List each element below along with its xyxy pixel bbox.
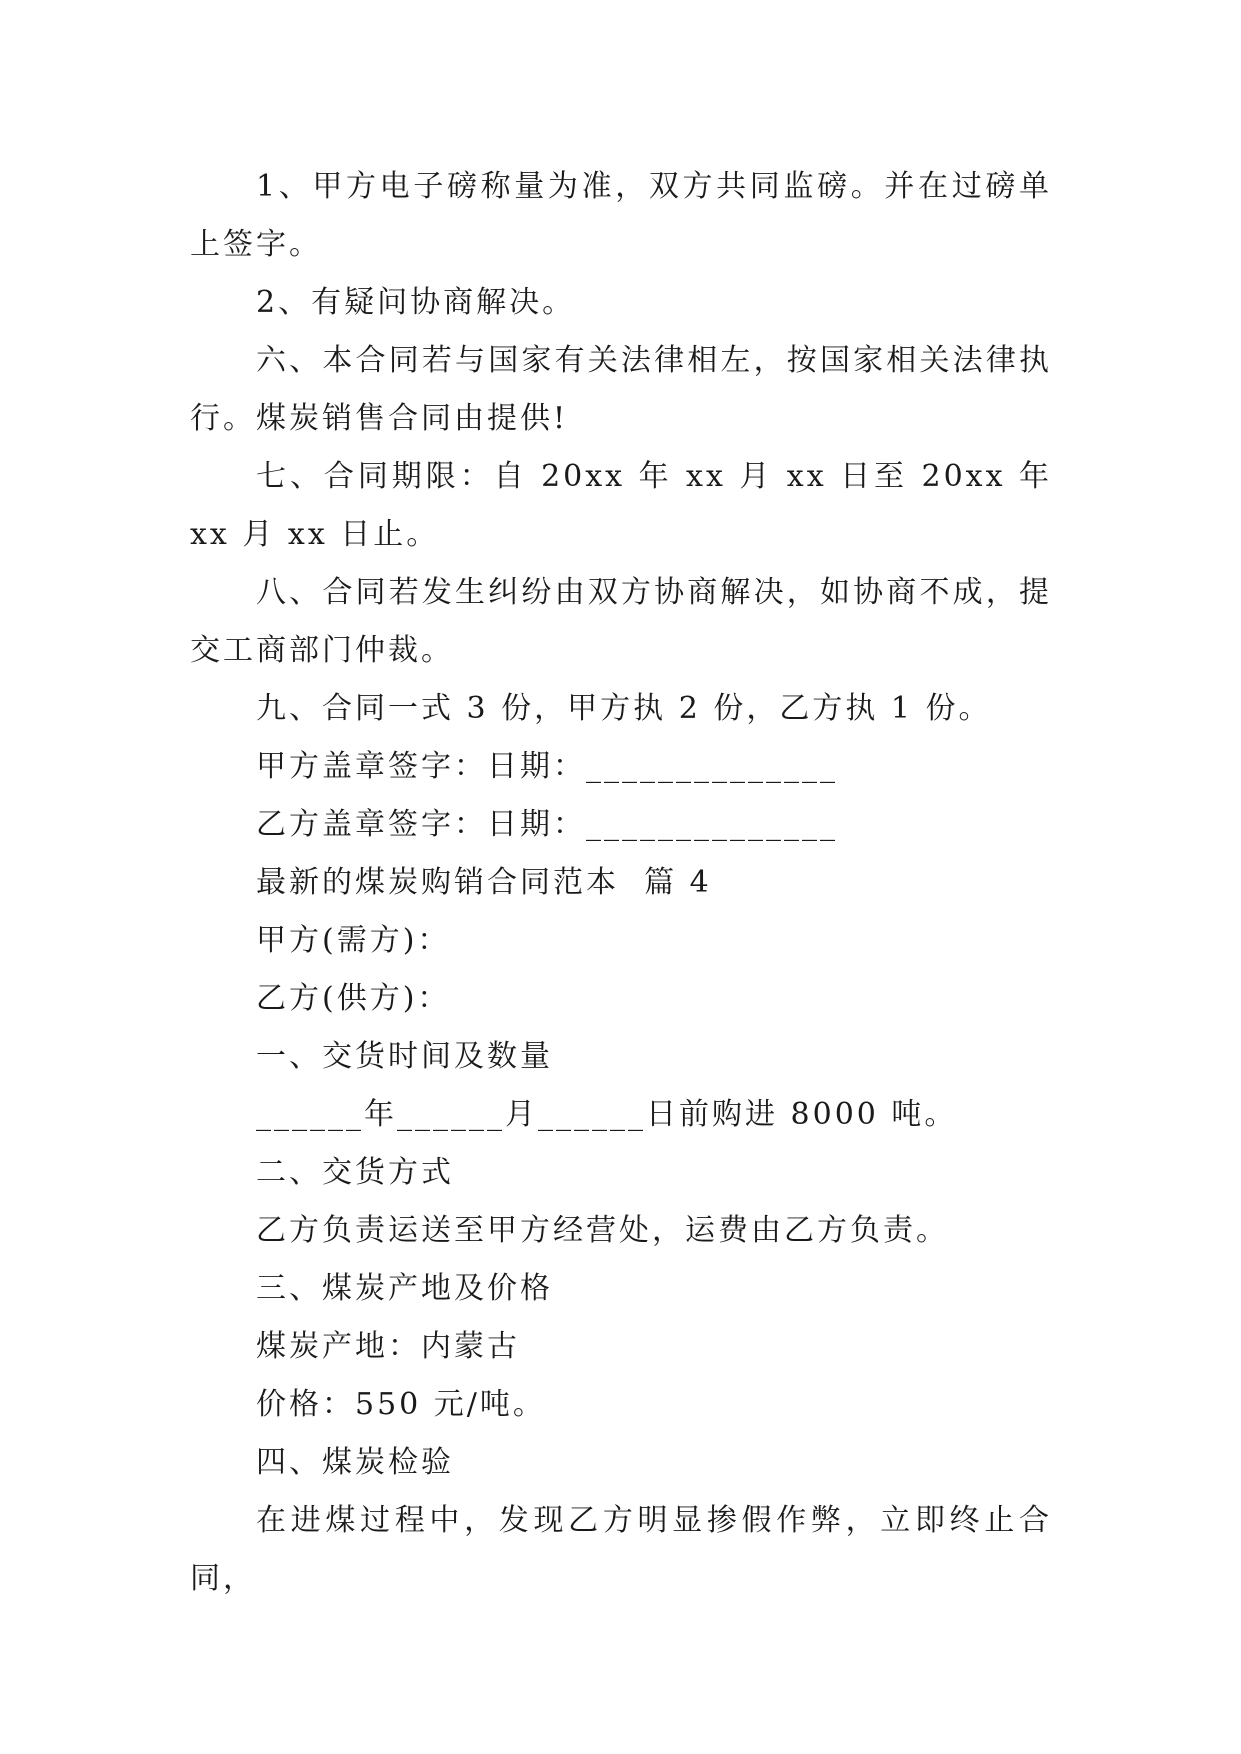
paragraph-price: 价格：550 元/吨。 — [256, 1387, 546, 1422]
paragraph-dispute-negotiation: 2、有疑问协商解决。 — [256, 285, 576, 320]
heading-inspection: 四、煤炭检验 — [256, 1445, 454, 1480]
heading-delivery-method: 二、交货方式 — [256, 1155, 454, 1190]
paragraph-delivery-method: 乙方负责运送至甲方经营处，运费由乙方负责。 — [256, 1213, 949, 1248]
paragraph-clause-eight: 八、合同若发生纠纷由双方协商解决，如协商不成，提交工商部门仲裁。 — [190, 575, 1052, 668]
heading-origin-price: 三、煤炭产地及价格 — [256, 1271, 553, 1306]
section-title: 最新的煤炭购销合同范本 篇 4 — [256, 865, 712, 900]
heading-delivery-time: 一、交货时间及数量 — [256, 1039, 553, 1074]
party-b-label: 乙方(供方)： — [256, 981, 451, 1016]
paragraph-clause-nine: 九、合同一式 3 份，甲方执 2 份，乙方执 1 份。 — [256, 691, 992, 726]
paragraph-inspection: 在进煤过程中，发现乙方明显掺假作弊，立即终止合同， — [190, 1503, 1052, 1596]
paragraph-delivery-date: ______年______月______日前购进 8000 吨。 — [256, 1097, 958, 1132]
signature-line-party-b: 乙方盖章签字：日期：______________ — [256, 807, 838, 842]
paragraph-origin: 煤炭产地：内蒙古 — [256, 1329, 520, 1364]
document-body — [190, 158, 1065, 1608]
paragraph-weighing: 1、甲方电子磅称量为准，双方共同监磅。并在过磅单上签字。 — [190, 169, 1052, 262]
paragraph-clause-six: 六、本合同若与国家有关法律相左，按国家相关法律执行。煤炭销售合同由提供! — [190, 343, 1052, 436]
party-a-label: 甲方(需方)： — [256, 923, 451, 958]
signature-line-party-a: 甲方盖章签字：日期：______________ — [256, 749, 838, 784]
paragraph-clause-seven: 七、合同期限：自 20xx 年 xx 月 xx 日至 20xx 年 xx 月 xx 日止。 — [190, 459, 1065, 552]
